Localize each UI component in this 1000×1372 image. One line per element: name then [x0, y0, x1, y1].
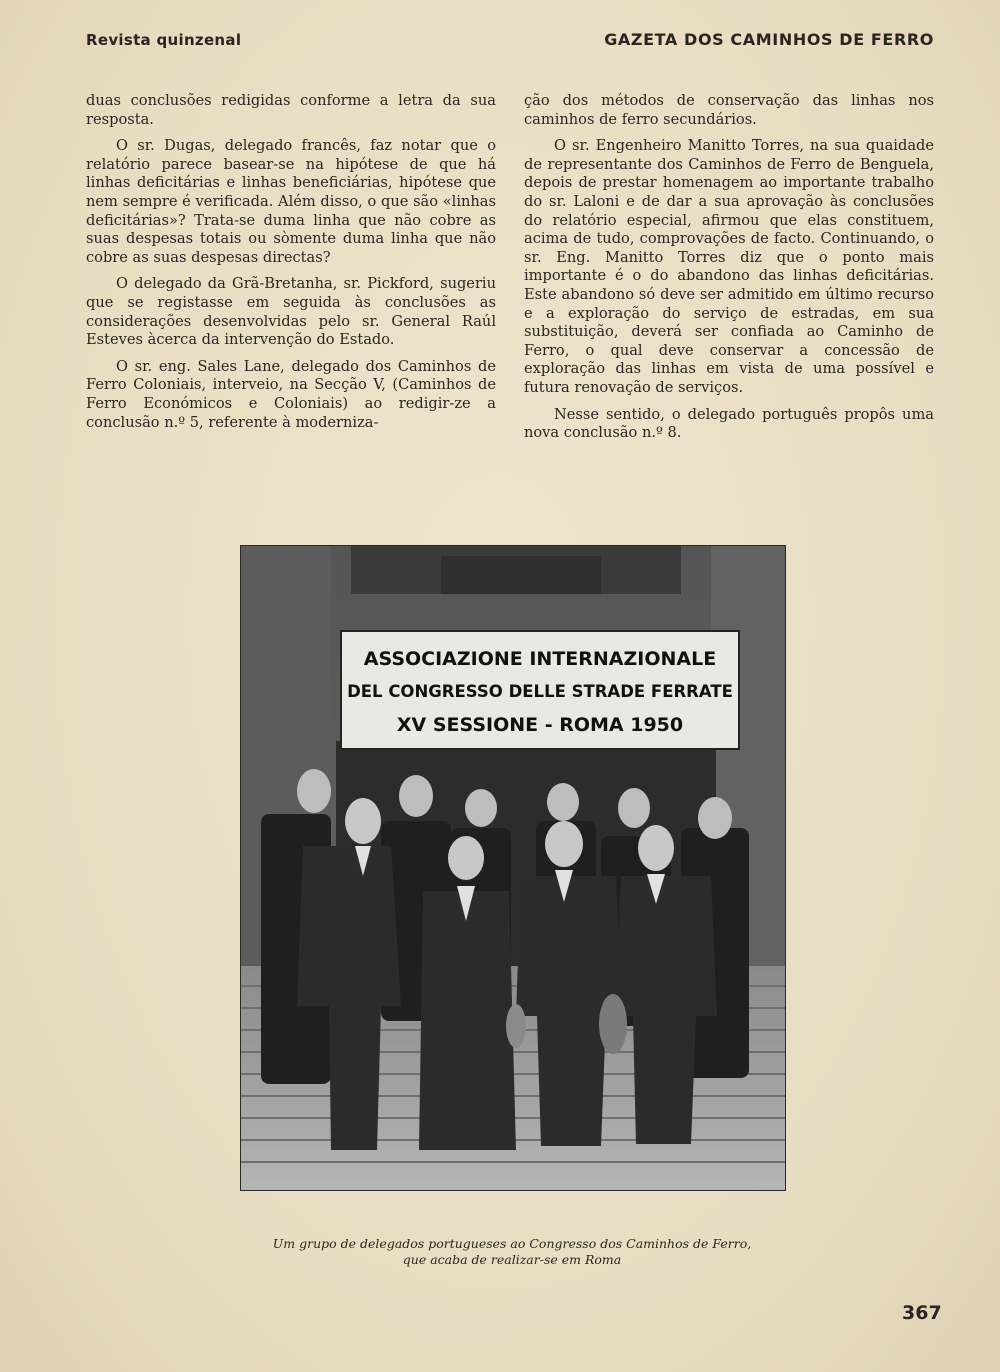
banner-line-1: ASSOCIAZIONE INTERNAZIONALE: [363, 648, 717, 670]
paragraph: O sr. Engenheiro Manitto Torres, na sua quaidade de representante dos Caminhos de Ferro de Benguela, depois de prestar homenagem ao importante trabalho do sr. Laloni e de dar a sua aprovação às conclusões do relatório especial, afirmou que elas constituem, acima de tudo, comprovações de facto. Continuando, o sr. Eng. Manitto Torres diz que o ponto mais importante é o do abandono das linhas deficitárias. Este abandono só deve ser admitido em último recurso e a exploração do serviço de estradas, em sua substituição, deverá ser confiada ao Caminho de Ferro, o qual deve conservar a concessão de exploração das linhas em vista de uma possível e futura renovação de serviços.: [524, 137, 934, 396]
paragraph: duas conclusões redigidas conforme a letra da sua resposta.: [86, 92, 496, 128]
paragraph: O sr. eng. Sales Lane, delegado dos Caminhos de Ferro Coloniais, interveio, na Secção V, (Caminhos de Ferro Económicos e Coloniais) ao redigir-ze a conclusão n.º 5, referente à moderniza-: [86, 357, 496, 431]
paragraph: Nesse sentido, o delegado português propôs uma nova conclusão n.º 8.: [524, 405, 934, 442]
photo-caption: [200, 1236, 824, 1268]
right-text-column: [524, 92, 934, 451]
group-photo: [240, 545, 786, 1191]
paragraph: O delegado da Grã-Bretanha, sr. Pickford, sugeriu que se registasse em seguida às conclusões as considerações desenvolvidas pelo sr. General Raúl Esteves àcerca da intervenção do Estado.: [86, 275, 496, 349]
page-number: 367: [902, 1302, 942, 1324]
banner-line-2: DEL CONGRESSO DELLE STRADE FERRATE: [347, 682, 733, 701]
caption-line-2: que acaba de realizar-se em Roma: [402, 1252, 622, 1267]
banner-line-3: XV SESSIONE - ROMA 1950: [396, 714, 684, 736]
header-publication-frequency: Revista quinzenal: [86, 31, 242, 49]
paragraph: O sr. Dugas, delegado francês, faz notar que o relatório parece basear-se na hipótese de que há linhas deficitárias e linhas beneficiárias, hipótese que nem sempre é verificada. Além disso, o que são «linhas deficitárias»? Trata-se duma linha que não cobre as suas despesas totais ou sòmente duma linha que não cobre as suas despesas directas?: [86, 137, 496, 266]
caption-line-1: Um grupo de delegados portugueses ao Congresso dos Caminhos de Ferro,: [272, 1236, 752, 1251]
left-text-column: [86, 92, 496, 440]
header-magazine-title: GAZETA DOS CAMINHOS DE FERRO: [604, 30, 934, 49]
paragraph: ção dos métodos de conservação das linhas nos caminhos de ferro secundários.: [524, 92, 934, 128]
